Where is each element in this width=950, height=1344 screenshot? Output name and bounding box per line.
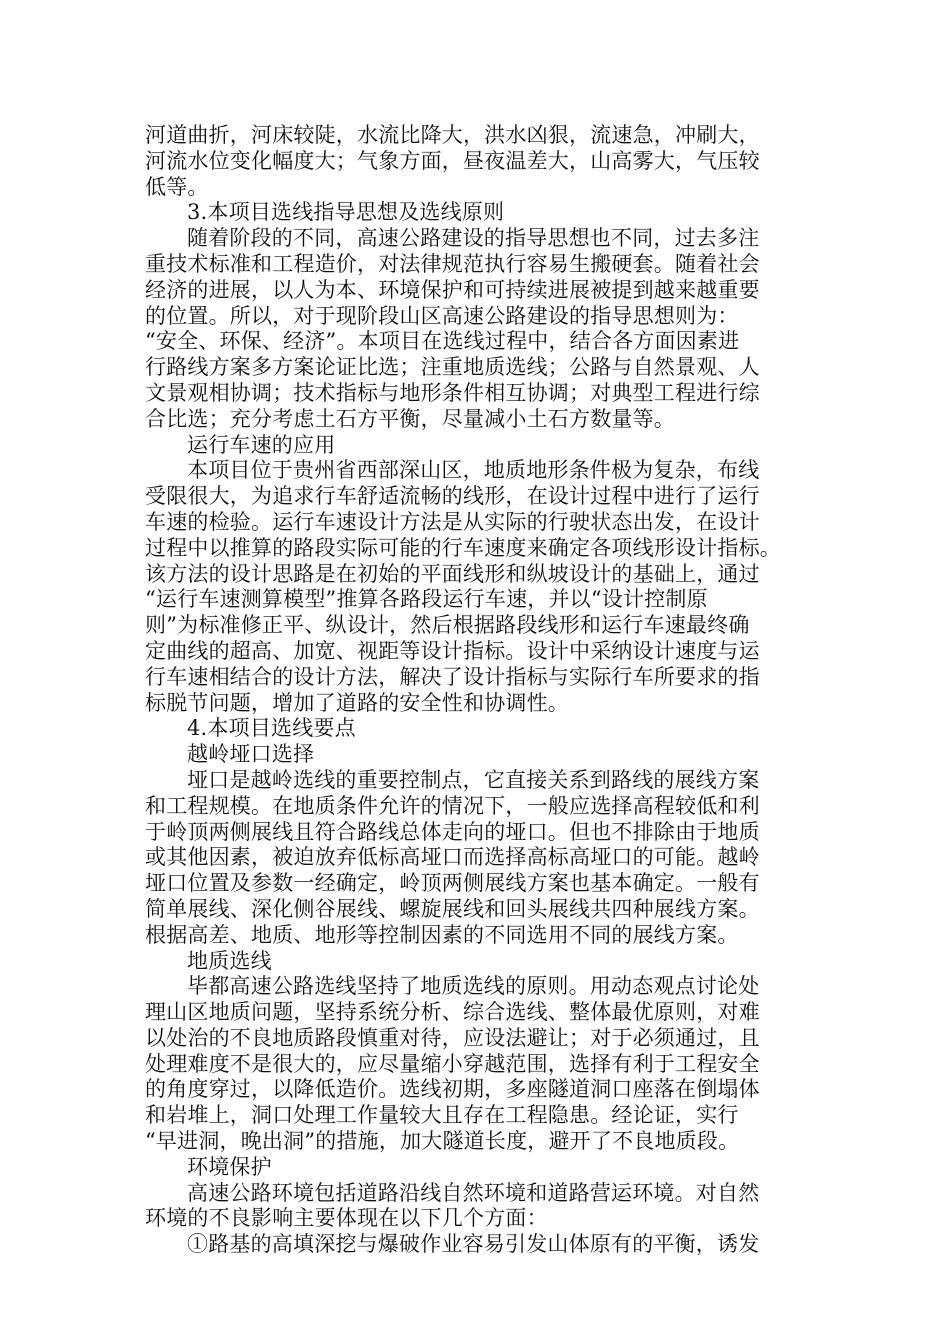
text-line: 该方法的设计思路是在初始的平面线形和纵坡设计的基础上，通过 [145,561,760,586]
text-line: 车速的检验。运行车速设计方法是从实际的行驶状态出发，在设计 [145,509,760,534]
text-line: “早进洞，晚出洞”的措施，加大隧道长度，避开了不良地质段。 [145,1129,740,1154]
text-line: 以处治的不良地质路段慎重对待，应设法避让；对于必须通过，且 [145,1025,760,1050]
text-line: 环境保护 [187,1154,272,1179]
text-line: 简单展线、深化侧谷展线、螺旋展线和回头展线共四种展线方案。 [145,896,760,921]
text-line: 的位置。所以，对于现阶段山区高速公路建设的指导思想则为： [145,303,739,328]
text-line: 合比选；充分考虑土石方平衡，尽量减小土石方数量等。 [145,406,675,431]
text-line: 和工程规模。在地质条件允许的情况下，一般应选择高程较低和利 [145,793,760,818]
text-line: 垭口位置及参数一经确定，岭顶两侧展线方案也基本确定。一般有 [145,871,760,896]
text-line: 低等。 [145,174,209,199]
text-line: 和岩堆上，洞口处理工作量较大且存在工程隐患。经论证，实行 [145,1103,739,1128]
text-line: “安全、环保、经济”。本项目在选线过程中，结合各方面因素进 [145,329,740,354]
text-line: 行车速相结合的设计方法，解决了设计指标与实际行车所要求的指 [145,664,760,689]
text-line: 越岭垭口选择 [187,742,315,767]
text-line: 毕都高速公路选线坚持了地质选线的原则。用动态观点讨论处 [187,974,760,999]
text-line: 行路线方案多方案论证比选；注重地质选线；公路与自然景观、人 [145,355,760,380]
text-line: 理山区地质问题，坚持系统分析、综合选线、整体最优原则，对难 [145,1000,760,1025]
text-line: 地质选线 [187,948,272,973]
text-line: ①路基的高填深挖与爆破作业容易引发山体原有的平衡，诱发 [187,1232,760,1257]
text-line: 定曲线的超高、加宽、视距等设计指标。设计中采纳设计速度与运 [145,638,760,663]
text-line: 垭口是越岭选线的重要控制点，它直接关系到路线的展线方案 [187,767,760,792]
text-line: 或其他因素，被迫放弃低标高垭口而选择高标高垭口的可能。越岭 [145,845,760,870]
text-line: 重技术标准和工程造价，对法律规范执行容易生搬硬套。随着社会 [145,251,760,276]
text-line: 河道曲折，河床较陡，水流比降大，洪水凶狠，流速急，冲刷大， [145,123,760,147]
text-line: 文景观相协调；技术指标与地形条件相互协调；对典型工程进行综 [145,380,760,405]
text-line: 运行车速的应用 [187,432,336,457]
text-line: 处理难度不是很大的，应尽量缩小穿越范围，选择有利于工程安全 [145,1051,760,1076]
text-line: 受限很大，为追求行车舒适流畅的线形，在设计过程中进行了运行 [145,484,760,509]
text-line: “运行车速测算模型”推算各路段运行车速，并以“设计控制原 [145,587,708,612]
text-line: 的角度穿过，以降低造价。选线初期，多座隧道洞口座落在倒塌体 [145,1077,760,1102]
text-line: 本项目位于贵州省西部深山区，地质地形条件极为复杂，布线 [187,458,760,483]
text-line: 过程中以推算的路段实际可能的行车速度来确定各项线形设计指标。 [145,535,781,560]
text-line: 随着阶段的不同，高速公路建设的指导思想也不同，过去多注 [187,226,760,251]
text-line: 标脱节问题，增加了道路的安全性和协调性。 [145,690,569,715]
document-body [145,123,815,1258]
text-line: 4.本项目选线要点 [187,716,356,741]
text-line: 根据高差、地质、地形等控制因素的不同选用不同的展线方案。 [145,922,739,947]
text-line: 3.本项目选线指导思想及选线原则 [187,200,505,225]
text-line: 环境的不良影响主要体现在以下几个方面： [145,1206,548,1231]
text-line: 河流水位变化幅度大；气象方面，昼夜温差大，山高雾大，气压较 [145,148,760,173]
text-line: 经济的进展，以人为本、环境保护和可持续进展被提到越来越重要 [145,277,760,302]
text-line: 于岭顶两侧展线且符合路线总体走向的垭口。但也不排除由于地质 [145,819,760,844]
text-line: 则”为标准修正平、纵设计，然后根据路段线形和运行车速最终确 [145,613,750,638]
text-line: 高速公路环境包括道路沿线自然环境和道路营运环境。对自然 [187,1180,760,1205]
